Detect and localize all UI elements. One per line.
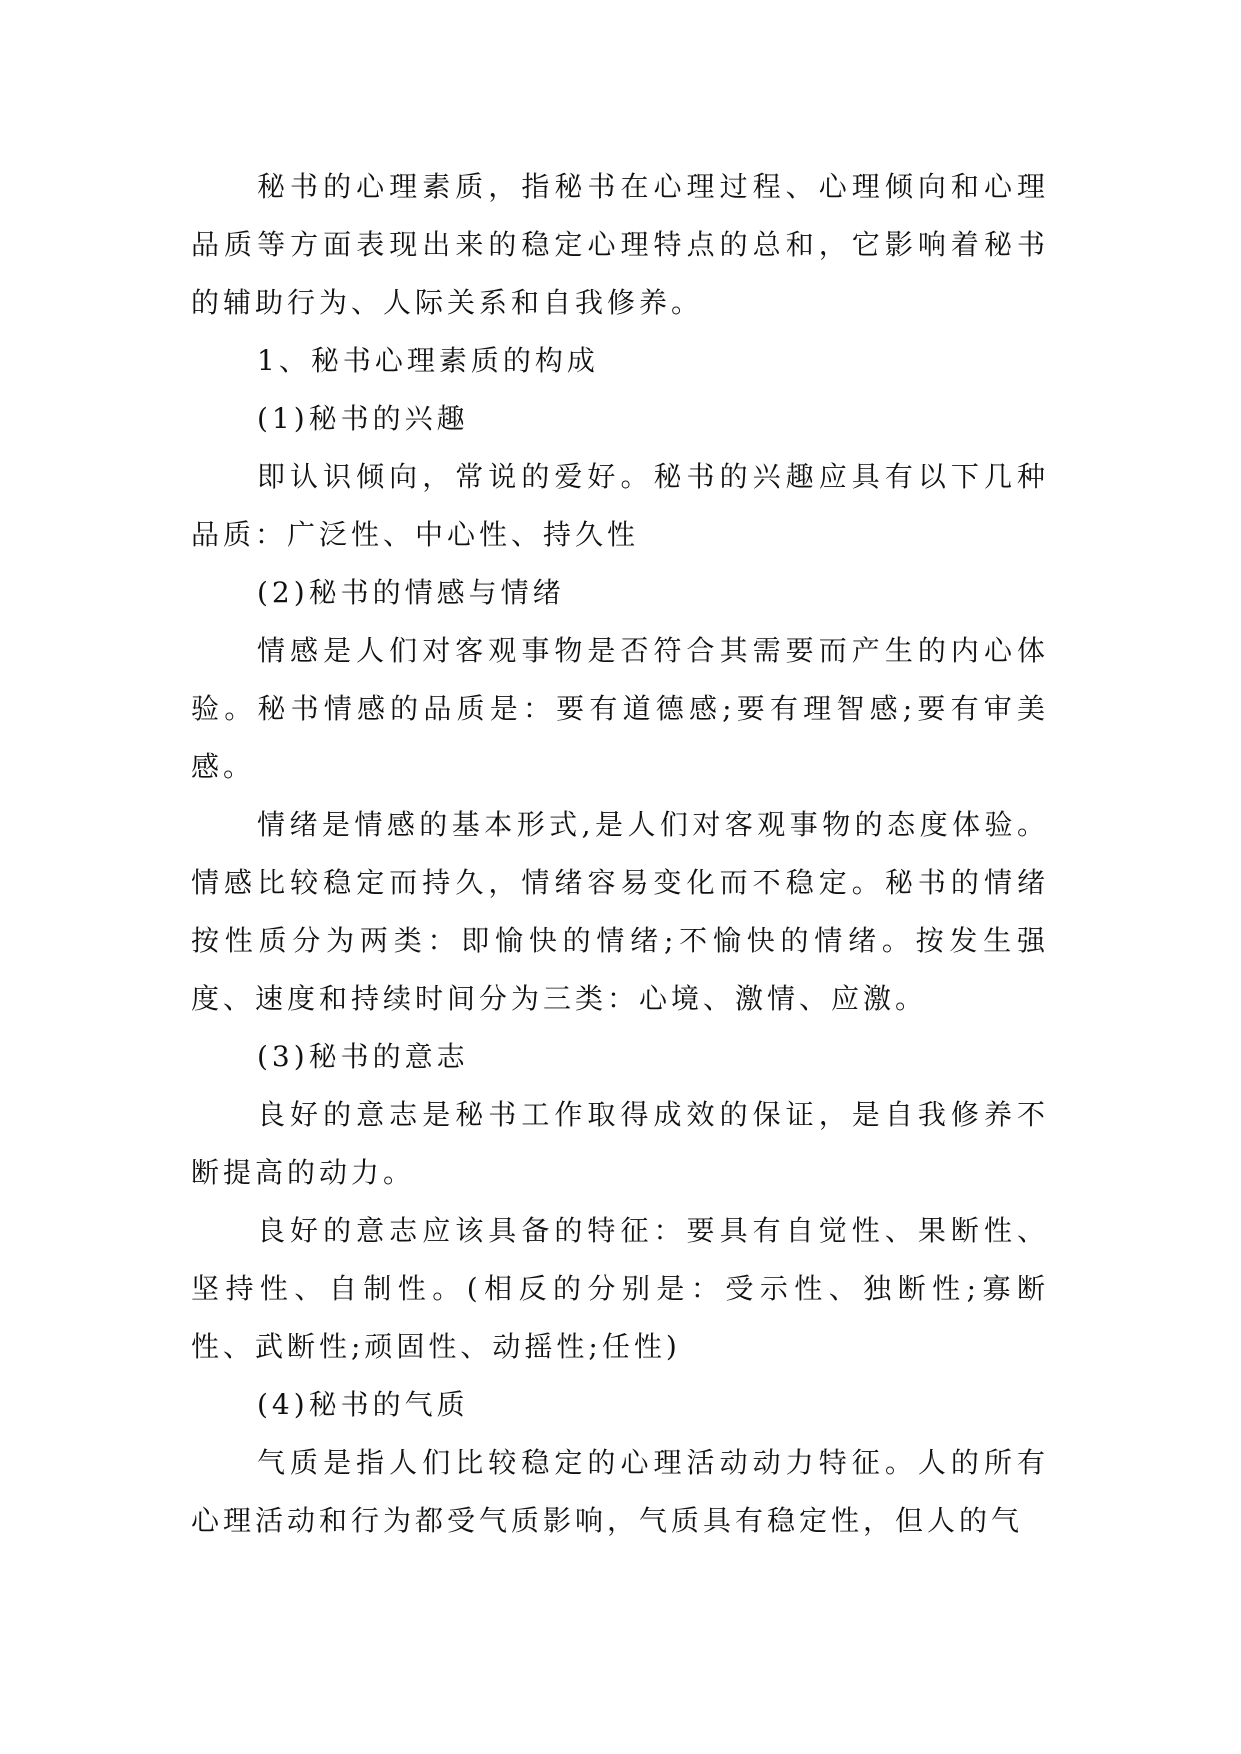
paragraph-will-traits: 良好的意志应该具备的特征：要具有自觉性、果断性、坚持性、自制性。(相反的分别是：受示性、独断性;寡断性、武断性;顽固性、动摇性;任性): [191, 1214, 1049, 1363]
paragraph-will: 良好的意志是秘书工作取得成效的保证，是自我修养不断提高的动力。: [191, 1098, 1049, 1189]
subheading-emotion: (2)秘书的情感与情绪: [257, 576, 565, 609]
paragraph-intro: 秘书的心理素质，指秘书在心理过程、心理倾向和心理品质等方面表现出来的稳定心理特点的总和，它影响着秘书的辅助行为、人际关系和自我修养。: [191, 170, 1049, 319]
paragraph-temperament: 气质是指人们比较稳定的心理活动动力特征。人的所有心理活动和行为都受气质影响，气质具有稳定性，但人的气: [191, 1446, 1049, 1537]
paragraph-interest: 即认识倾向，常说的爱好。秘书的兴趣应具有以下几种品质：广泛性、中心性、持久性: [191, 460, 1049, 551]
subheading-temperament: (4)秘书的气质: [257, 1388, 469, 1421]
paragraph-feeling: 情感是人们对客观事物是否符合其需要而产生的内心体验。秘书情感的品质是：要有道德感;要有理智感;要有审美感。: [191, 634, 1049, 783]
subheading-will: (3)秘书的意志: [257, 1040, 469, 1073]
document-body: [191, 158, 1049, 1550]
subheading-interest: (1)秘书的兴趣: [257, 402, 469, 435]
section-heading-composition: 1、秘书心理素质的构成: [257, 344, 599, 377]
paragraph-mood: 情绪是情感的基本形式,是人们对客观事物的态度体验。情感比较稳定而持久，情绪容易变化而不稳定。秘书的情绪按性质分为两类：即愉快的情绪;不愉快的情绪。按发生强度、速度和持续时间分为三类：心境、激情、应激。: [191, 808, 1049, 1015]
